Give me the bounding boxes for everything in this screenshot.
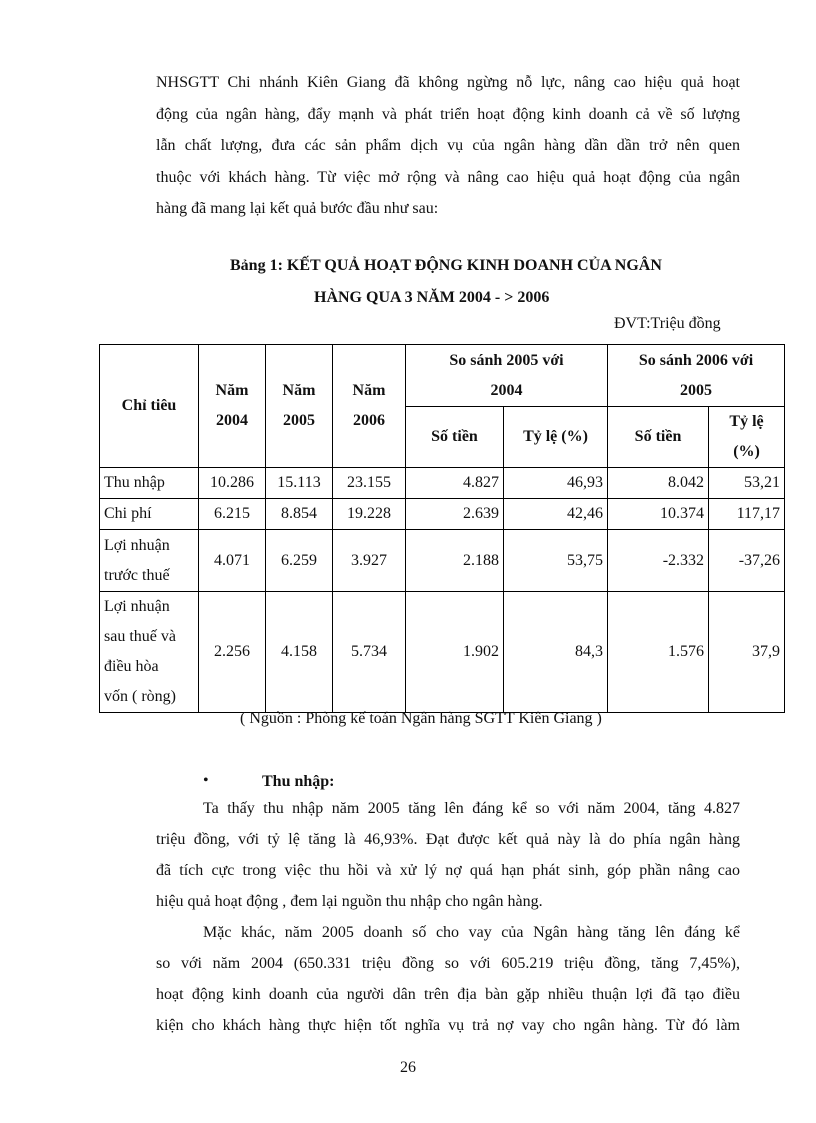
page-number: 26: [400, 1059, 416, 1076]
cell: 2.188: [406, 530, 504, 592]
table-source: ( Nguồn : Phòng kế toán Ngân hàng SGTT Kiên Giang ): [240, 710, 602, 727]
body-line-7: hoạt động kinh doanh của người dân trên địa bàn gặp nhiều thuận lợi đã tạo điều: [156, 986, 740, 1003]
cell: 6.259: [266, 530, 333, 592]
cell: 2.256: [199, 592, 266, 713]
intro-line-1: NHSGTT Chi nhánh Kiên Giang đã không ngừng nỗ lực, nâng cao hiệu quả hoạt: [156, 74, 740, 91]
cell: -37,26: [709, 530, 785, 592]
cell: 10.286: [199, 468, 266, 499]
table-row: [100, 530, 785, 592]
header-so-sanh-2005: So sánh 2005 với 2004: [406, 345, 608, 407]
cell: 10.374: [608, 499, 709, 530]
unit-label: ĐVT:Triệu đồng: [614, 315, 721, 332]
cell: 15.113: [266, 468, 333, 499]
cell: 4.158: [266, 592, 333, 713]
table-row: [100, 592, 785, 713]
intro-line-4: thuộc với khách hàng. Từ việc mở rộng và nâng cao hiệu quả hoạt động của ngân: [156, 169, 740, 186]
cell: 42,46: [504, 499, 608, 530]
row-label: Thu nhập: [100, 468, 199, 499]
header-nam-2005: Năm 2005: [266, 345, 333, 468]
cell: 8.042: [608, 468, 709, 499]
cell: 53,21: [709, 468, 785, 499]
results-table: [99, 344, 785, 713]
row-label: Lợi nhuận trước thuế: [100, 530, 199, 592]
table-title-line-1: Bảng 1: KẾT QUẢ HOẠT ĐỘNG KINH DOANH CỦA NGÂN: [230, 257, 662, 274]
header-so-tien-2005: Số tiền: [406, 407, 504, 468]
intro-line-2: động của ngân hàng, đẩy mạnh và phát triển hoạt động kinh doanh cả về số lượng: [156, 106, 740, 123]
cell: 4.071: [199, 530, 266, 592]
body-line-6: so với năm 2004 (650.331 triệu đồng so với 605.219 triệu đồng, tăng 7,45%),: [156, 955, 740, 972]
header-so-sanh-2006: So sánh 2006 với 2005: [608, 345, 785, 407]
row-label: Chi phí: [100, 499, 199, 530]
cell: 84,3: [504, 592, 608, 713]
body-line-8: kiện cho khách hàng thực hiện tốt nghĩa vụ trả nợ vay cho ngân hàng. Từ đó làm: [156, 1017, 740, 1034]
intro-line-3: lẫn chất lượng, đưa các sản phẩm dịch vụ của ngân hàng dần dần trở nên quen: [156, 137, 740, 154]
cell: 23.155: [333, 468, 406, 499]
table-row: [100, 468, 785, 499]
header-chi-tieu: Chỉ tiêu: [100, 345, 199, 468]
cell: 1.902: [406, 592, 504, 713]
intro-line-5: hàng đã mang lại kết quả bước đầu như sau:: [156, 200, 439, 217]
cell: 1.576: [608, 592, 709, 713]
table-row: [100, 499, 785, 530]
cell: 8.854: [266, 499, 333, 530]
header-so-tien-2006: Số tiền: [608, 407, 709, 468]
cell: 6.215: [199, 499, 266, 530]
cell: 46,93: [504, 468, 608, 499]
cell: 19.228: [333, 499, 406, 530]
cell: -2.332: [608, 530, 709, 592]
header-ty-le-2006: Tỷ lệ (%): [709, 407, 785, 468]
header-nam-2004: Năm 2004: [199, 345, 266, 468]
cell: 3.927: [333, 530, 406, 592]
cell: 117,17: [709, 499, 785, 530]
body-line-3: đã tích cực trong việc thu hồi và xử lý nợ quá hạn phát sinh, góp phần nâng cao: [156, 862, 740, 879]
cell: 2.639: [406, 499, 504, 530]
body-line-2: triệu đồng, với tỷ lệ tăng là 46,93%. Đạt được kết quả này là do phía ngân hàng: [156, 831, 740, 848]
header-ty-le-2005: Tỷ lệ (%): [504, 407, 608, 468]
bullet-icon: •: [203, 772, 209, 789]
body-line-4: hiệu quả hoạt động , đem lại nguồn thu nhập cho ngân hàng.: [156, 893, 543, 910]
body-line-5: Mặc khác, năm 2005 doanh số cho vay của Ngân hàng tăng lên đáng kể: [203, 924, 740, 941]
cell: 4.827: [406, 468, 504, 499]
cell: 5.734: [333, 592, 406, 713]
cell: 37,9: [709, 592, 785, 713]
cell: 53,75: [504, 530, 608, 592]
table-title-line-2: HÀNG QUA 3 NĂM 2004 - > 2006: [314, 289, 550, 306]
body-line-1: Ta thấy thu nhập năm 2005 tăng lên đáng kể so với năm 2004, tăng 4.827: [203, 800, 740, 817]
header-nam-2006: Năm 2006: [333, 345, 406, 468]
section-heading: Thu nhập:: [262, 773, 335, 790]
row-label: Lợi nhuận sau thuế và điều hòa vốn ( ròng): [100, 592, 199, 713]
